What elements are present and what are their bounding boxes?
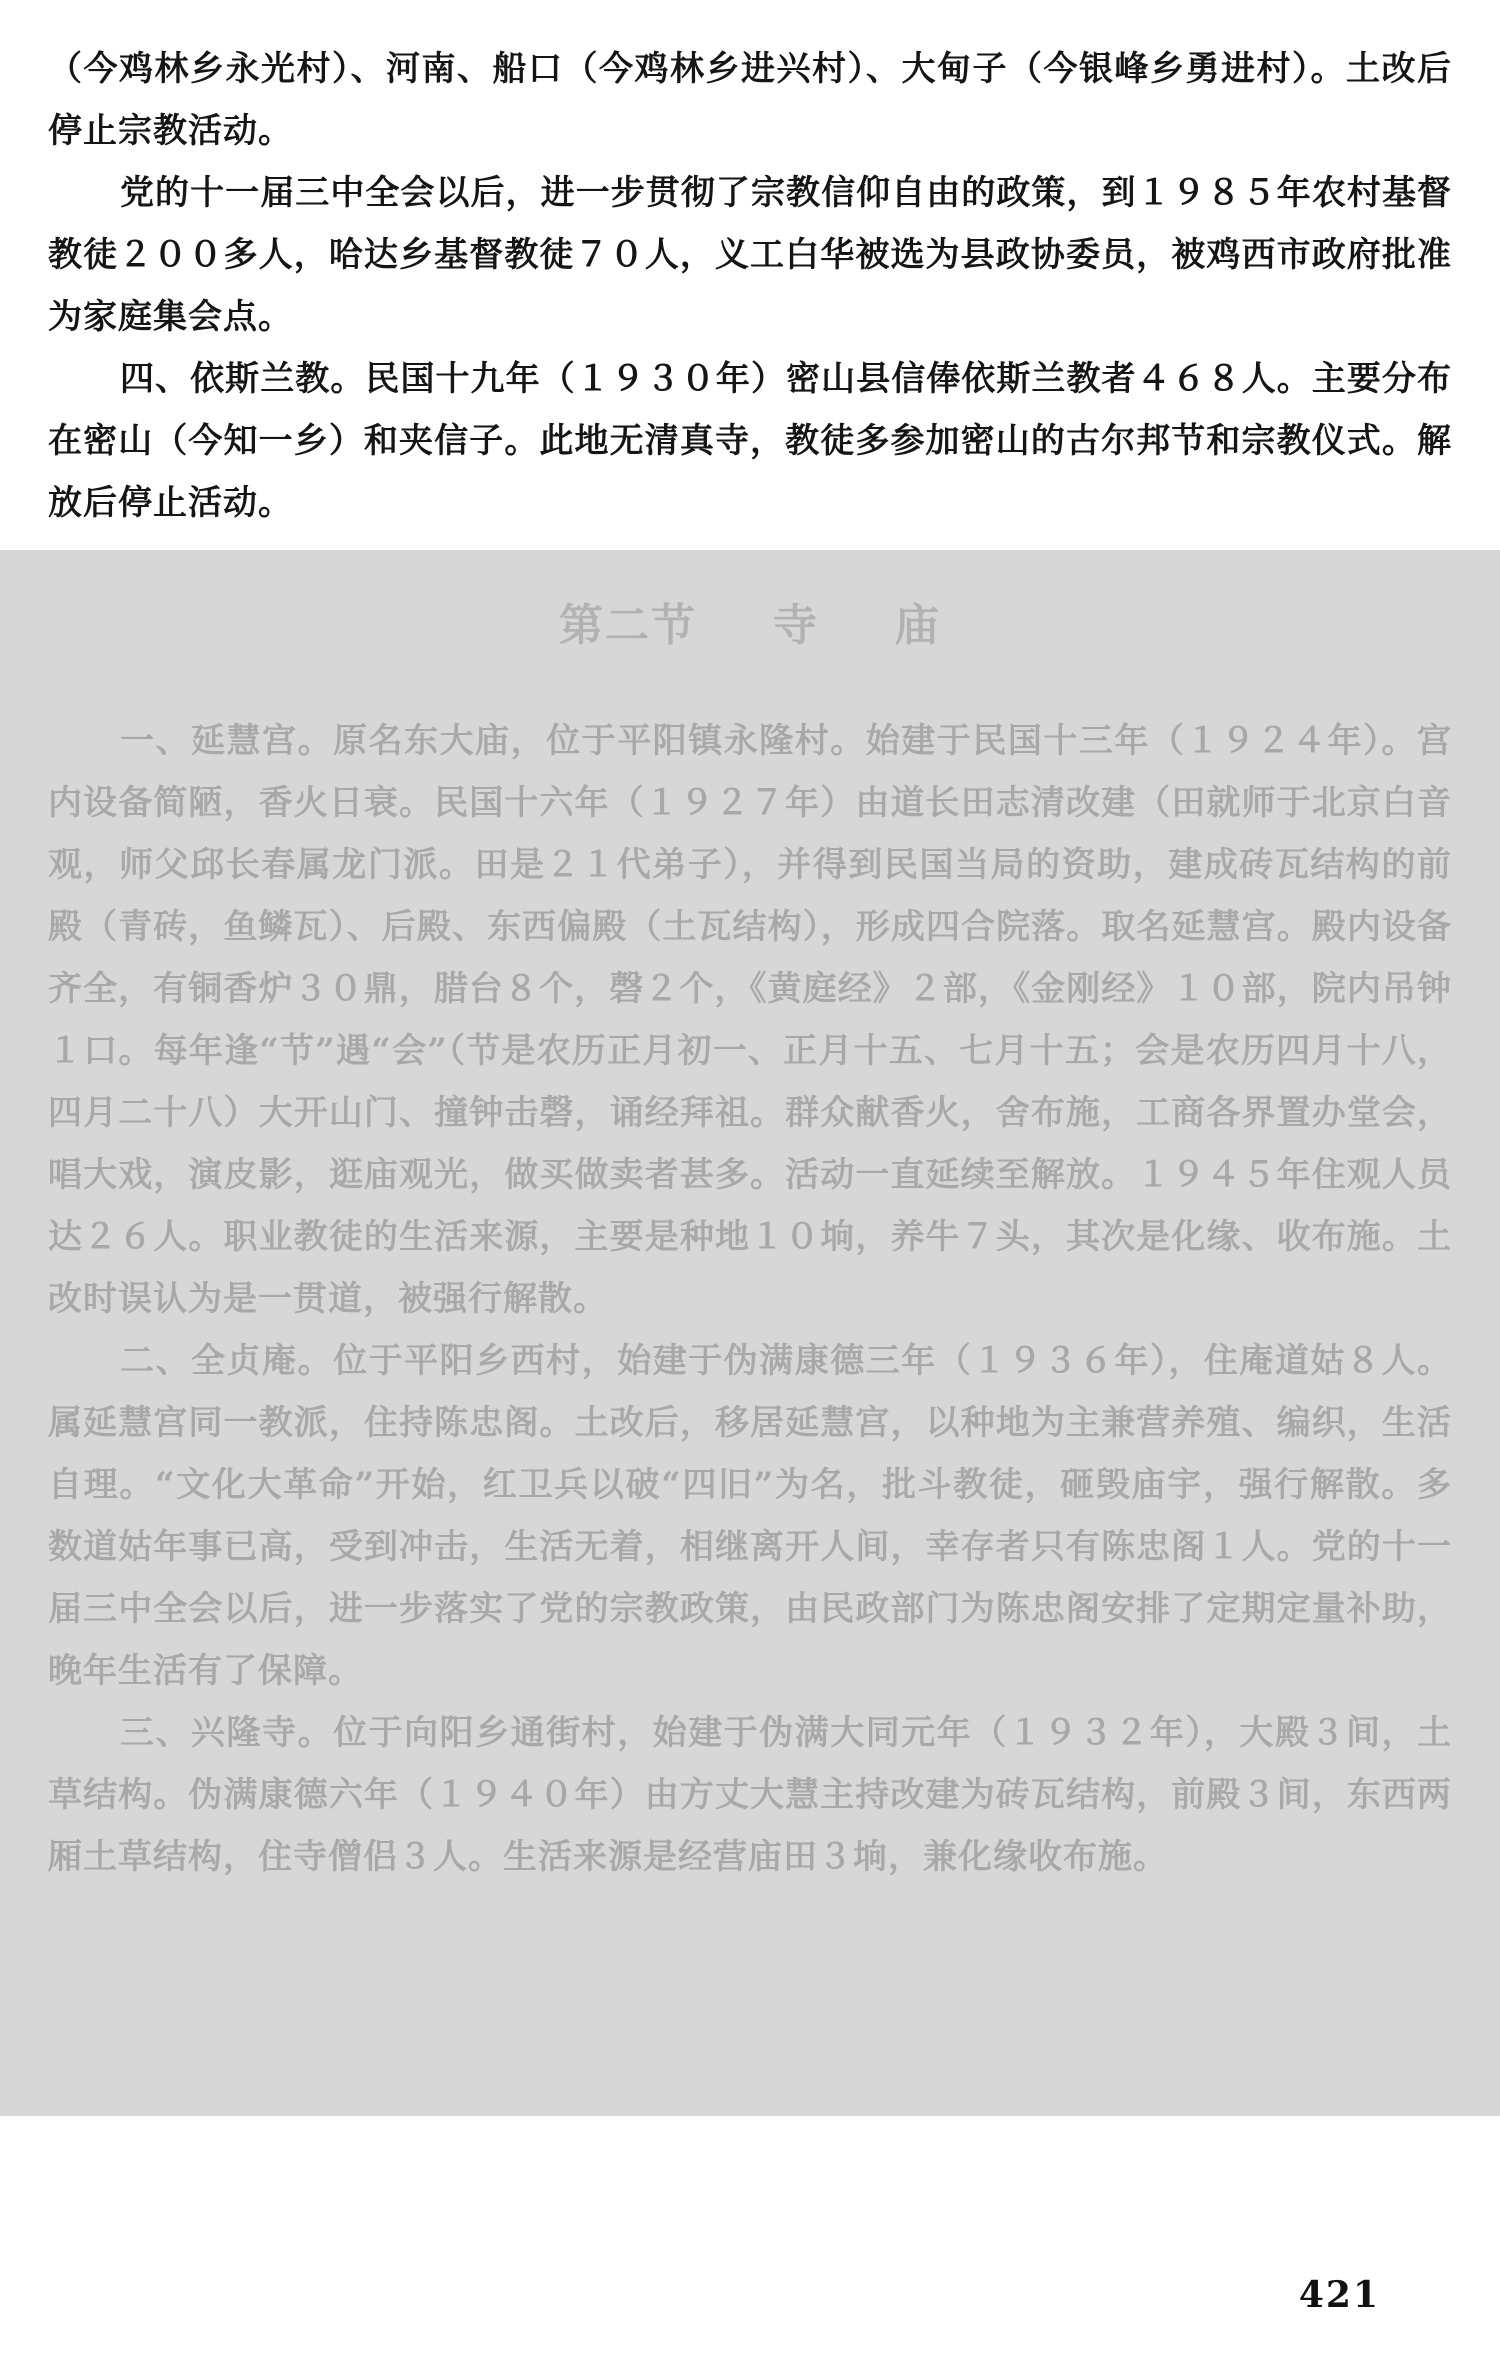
paragraph-islam xyxy=(48,348,1452,534)
section-title-number: 第二节 xyxy=(559,600,697,651)
paragraph-xinglong-temple: 三、兴隆寺。位于向阳乡通街村，始建于伪满大同元年（１９３２年），大殿３间，土草结构。伪满康德六年（１９４０年）由方丈大慧主持改建为砖瓦结构，前殿３间，东西两厢土草结构，住寺僧侣３人。生活来源是经营庙田３垧，兼化缘收布施。 xyxy=(48,1713,1452,1877)
temples-text-block xyxy=(48,582,1452,1888)
islam-heading: 四、依斯兰教。 xyxy=(120,359,366,399)
section-title xyxy=(48,594,1452,658)
paragraph-christian-policy: 党的十一届三中全会以后，进一步贯彻了宗教信仰自由的政策，到１９８５年农村基督教徒２００多人，哈达乡基督教徒７０人，义工白华被选为县政协委员，被鸡西市政府批准为家庭集会点。 xyxy=(48,173,1452,337)
paragraph-yanhui-palace: 一、延慧宫。原名东大庙，位于平阳镇永隆村。始建于民国十三年（１９２４年）。宫内设备简陋，香火日衰。民国十六年（１９２７年）由道长田志清改建（田就师于北京白音观，师父邱长春属龙门派。田是２１代弟子），并得到民国当局的资助，建成砖瓦结构的前殿（青砖，鱼鳞瓦）、后殿、东西偏殿（土瓦结构），形成四合院落。取名延慧宫。殿内设备齐全，有铜香炉３０鼎，腊台８个，磬２个，《黄庭经》２部，《金刚经》１０部，院内吊钟１口。每年逢“节”遇“会”（节是农历正月初一、正月十五、七月十五；会是农历四月十八，四月二十八）大开山门、撞钟击磬，诵经拜祖。群众献香火，舍布施，工商各界置办堂会，唱大戏，演皮影，逛庙观光，做买做卖者甚多。活动一直延续至解放。１９４５年住观人员达２６人。职业教徒的生活来源，主要是种地１０垧，养牛７头，其次是化缘、收布施。土改时误认为是一贯道，被强行解散。 xyxy=(48,721,1452,1319)
top-text-section xyxy=(0,0,1500,550)
top-text-block xyxy=(48,38,1452,534)
paragraph-christian-villages: （今鸡林乡永光村）、河南、船口（今鸡林乡进兴村）、大甸子（今银峰乡勇进村）。土改后停止宗教活动。 xyxy=(48,49,1452,151)
temples-section xyxy=(0,550,1500,2116)
bottom-margin xyxy=(0,2116,1500,2356)
page-number: 421 xyxy=(1298,2274,1380,2316)
paragraph-quanzhen-nunnery: 二、全贞庵。位于平阳乡西村，始建于伪满康德三年（１９３６年），住庵道姑８人。属延慧宫同一教派，住持陈忠阁。土改后，移居延慧宫，以种地为主兼营养殖、编织，生活自理。“文化大革命”开始，红卫兵以破“四旧”为名，批斗教徒，砸毁庙宇，强行解散。多数道姑年事已高，受到冲击，生活无着，相继离开人间，幸存者只有陈忠阁１人。党的十一届三中全会以后，进一步落实了党的宗教政策，由民政部门为陈忠阁安排了定期定量补助，晚年生活有了保障。 xyxy=(48,1341,1452,1691)
section-title-char2: 庙 xyxy=(895,600,941,651)
section-title-char1: 寺 xyxy=(773,600,819,651)
islam-body: 民国十九年（１９３０年）密山县信俸依斯兰教者４６８人。主要分布在密山（今知一乡）和夹信子。此地无清真寺，教徒多参加密山的古尔邦节和宗教仪式。解放后停止活动。 xyxy=(48,359,1453,523)
